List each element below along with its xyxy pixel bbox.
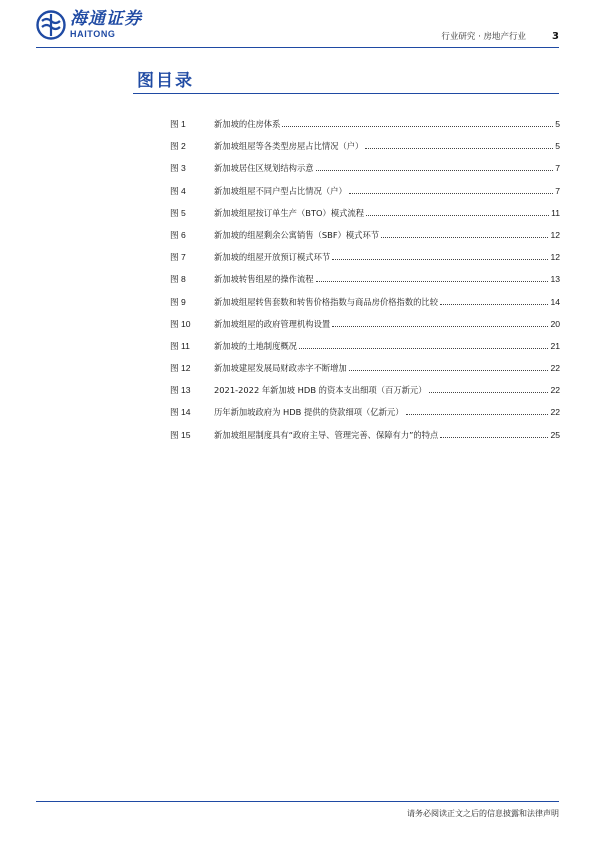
toc-entry-page: 12 [550, 229, 560, 240]
toc-entry-label: 图 13 [170, 385, 191, 396]
toc-entry-title: 新加坡组屋等各类型房屋占比情况（户） [214, 141, 364, 152]
toc-title-underline [133, 93, 559, 94]
toc-entry-label: 图 5 [170, 207, 186, 218]
toc-entry-title: 新加坡组屋制度具有“政府主导、管理完善、保障有力”的特点 [214, 429, 439, 440]
toc-entry-page: 7 [555, 163, 560, 174]
toc-entry-page: 22 [550, 363, 560, 374]
toc-entry-page: 21 [550, 340, 560, 351]
toc-entry[interactable] [170, 251, 560, 273]
toc-dot-leader [440, 303, 548, 305]
toc-entry[interactable] [170, 118, 560, 140]
toc-entry-label: 图 7 [170, 252, 186, 263]
toc-entry-title: 新加坡的组屋开放预订模式环节 [214, 252, 331, 263]
toc-entry-page: 25 [550, 429, 560, 440]
toc-dot-leader [282, 125, 553, 127]
toc-entry[interactable] [170, 140, 560, 162]
toc-entry[interactable] [170, 229, 560, 251]
footer-disclaimer: 请务必阅读正文之后的信息披露和法律声明 [407, 809, 559, 818]
footer-divider [36, 801, 559, 802]
toc-entry-page: 13 [550, 274, 560, 285]
toc-entry-label: 图 8 [170, 274, 186, 285]
logo-english-name: HAITONG [70, 29, 116, 39]
toc-entry[interactable] [170, 318, 560, 340]
header-divider [36, 47, 559, 48]
toc-entry[interactable] [170, 207, 560, 229]
toc-dot-leader [332, 325, 548, 327]
toc-entry-label: 图 15 [170, 429, 191, 440]
toc-entry-title: 新加坡建屋发展局财政赤字不断增加 [214, 363, 347, 374]
toc-entry-label: 图 3 [170, 163, 186, 174]
toc-entry[interactable] [170, 162, 560, 184]
toc-entry-page: 22 [550, 385, 560, 396]
toc-entry-page: 20 [550, 318, 560, 329]
toc-dot-leader [365, 147, 553, 149]
toc-dot-leader [366, 214, 549, 216]
page-header [36, 10, 559, 46]
toc-dot-leader [316, 169, 554, 171]
toc-dot-leader [440, 436, 548, 438]
haitong-logo [36, 10, 142, 40]
report-category: 行业研究 · 房地产行业 [441, 32, 527, 42]
page-number: 3 [552, 31, 559, 42]
toc-entry-title: 新加坡的组屋剩余公寓销售（SBF）模式环节 [214, 229, 380, 240]
toc-entry-page: 12 [550, 252, 560, 263]
toc-entry-page: 5 [555, 141, 560, 152]
toc-entry[interactable] [170, 273, 560, 295]
toc-dot-leader [349, 192, 553, 194]
toc-entry-page: 14 [550, 296, 560, 307]
toc-entry-page: 11 [551, 207, 560, 218]
toc-entry-title: 新加坡转售组屋的操作流程 [214, 274, 314, 285]
toc-dot-leader [299, 347, 548, 349]
toc-entry-title: 新加坡组屋的政府管理机构设置 [214, 318, 331, 329]
toc-entry-label: 图 9 [170, 296, 186, 307]
toc-entry-page: 5 [555, 119, 560, 129]
figure-list [170, 118, 560, 451]
toc-entry-title: 新加坡居住区规划结构示意 [214, 163, 314, 174]
toc-entry[interactable] [170, 384, 560, 406]
toc-dot-leader [429, 391, 549, 393]
toc-entry[interactable] [170, 429, 560, 451]
logo-chinese-name: 海通证券 [70, 9, 142, 29]
toc-entry-label: 图 1 [170, 119, 186, 129]
toc-entry[interactable] [170, 362, 560, 384]
toc-entry-title: 新加坡组屋转售套数和转售价格指数与商品房价格指数的比较 [214, 296, 439, 307]
toc-entry-label: 图 11 [170, 340, 190, 351]
toc-dot-leader [349, 369, 549, 371]
toc-entry-title: 新加坡组屋按订单生产（BTO）模式流程 [214, 207, 365, 218]
toc-dot-leader [316, 280, 549, 282]
toc-dot-leader [381, 236, 548, 238]
toc-entry-label: 图 6 [170, 229, 186, 240]
toc-title: 图目录 [137, 71, 194, 91]
toc-entry-label: 图 2 [170, 141, 186, 152]
haitong-emblem-icon [36, 10, 66, 40]
toc-entry-label: 图 14 [170, 407, 191, 418]
toc-entry-title: 新加坡组屋不同户型占比情况（户） [214, 185, 347, 196]
toc-dot-leader [332, 258, 548, 260]
toc-entry-title: 新加坡的土地制度概况 [214, 340, 297, 351]
toc-entry[interactable] [170, 296, 560, 318]
toc-entry[interactable] [170, 185, 560, 207]
toc-entry[interactable] [170, 340, 560, 362]
toc-entry-title: 历年新加坡政府为 HDB 提供的贷款细项（亿新元） [214, 407, 404, 418]
toc-entry-title: 2021-2022 年新加坡 HDB 的资本支出细项（百万新元） [214, 385, 427, 396]
toc-entry-page: 7 [555, 185, 560, 196]
toc-entry-label: 图 12 [170, 363, 191, 374]
toc-entry-label: 图 10 [170, 318, 191, 329]
toc-entry-label: 图 4 [170, 185, 186, 196]
toc-entry-page: 22 [550, 407, 560, 418]
toc-dot-leader [406, 413, 549, 415]
toc-entry[interactable] [170, 406, 560, 428]
toc-entry-title: 新加坡的住房体系 [214, 119, 281, 129]
